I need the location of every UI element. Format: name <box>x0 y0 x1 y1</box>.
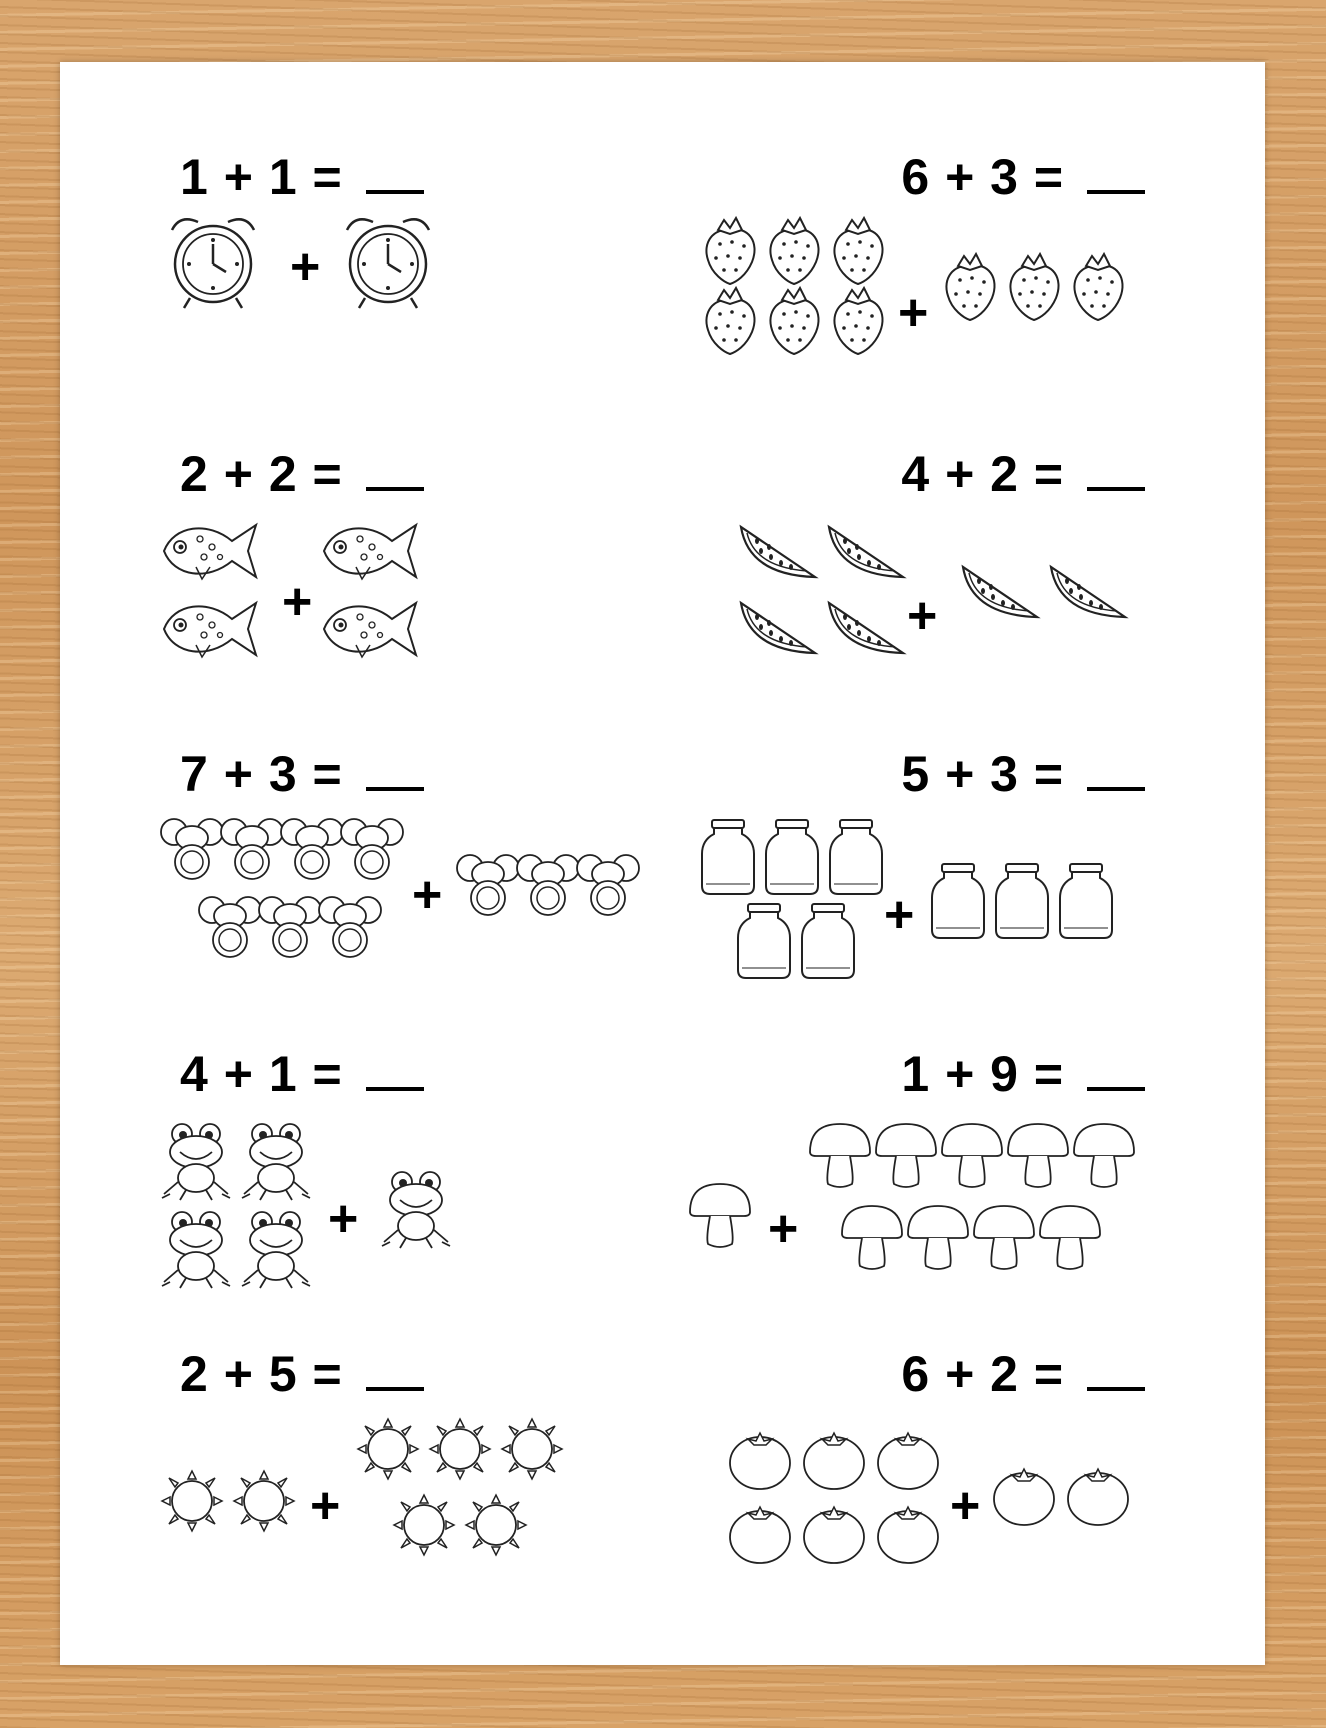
strawberry-icon <box>706 218 754 284</box>
equation-5 <box>180 746 424 802</box>
tomato-icon <box>1068 1469 1128 1525</box>
sun-icon <box>394 1495 454 1555</box>
worksheet-sheet <box>60 62 1265 1665</box>
strawberry-icon <box>946 254 994 320</box>
plus-operator: + <box>945 1346 976 1402</box>
strawberry-icon <box>770 288 818 354</box>
equals-sign: = <box>1033 149 1065 205</box>
jar-icon <box>830 820 882 894</box>
plus-operator: + <box>945 446 976 502</box>
plus-operator: + <box>945 1046 976 1102</box>
frog-icon <box>162 1124 230 1200</box>
fish-icon <box>324 525 416 579</box>
tomato-icon <box>878 1433 938 1489</box>
strawberry-icon <box>1074 254 1122 320</box>
pacifier-icon <box>199 897 261 957</box>
equation-1 <box>180 149 424 205</box>
picture-1 <box>160 212 460 322</box>
addend-b: 1 <box>268 1046 298 1102</box>
answer-blank[interactable] <box>366 1347 424 1391</box>
plus-operator: + <box>223 1346 254 1402</box>
addend-a: 1 <box>901 1046 931 1102</box>
equation-8 <box>901 1046 1145 1102</box>
mushroom-icon <box>690 1184 750 1247</box>
addend-b: 9 <box>990 1046 1019 1102</box>
addend-b: 2 <box>990 446 1019 502</box>
equals-sign: = <box>312 149 343 205</box>
frog-icon <box>382 1172 450 1248</box>
pacifier-icon <box>161 819 223 879</box>
addend-a: 4 <box>901 446 931 502</box>
tomato-icon <box>730 1433 790 1489</box>
picture-2 <box>700 214 1140 364</box>
sun-icon <box>162 1471 222 1531</box>
mushroom-icon <box>810 1124 870 1187</box>
plus-sign: + <box>768 1200 799 1258</box>
fish-icon <box>324 603 416 657</box>
plus-sign: + <box>412 866 443 924</box>
pacifier-icon <box>517 855 579 915</box>
answer-blank[interactable] <box>1087 1047 1145 1091</box>
equation-4 <box>901 446 1145 502</box>
equals-sign: = <box>312 446 343 502</box>
equation-7 <box>180 1046 424 1102</box>
equation-2 <box>901 149 1145 205</box>
addend-b: 3 <box>990 149 1019 205</box>
addend-b: 1 <box>268 149 298 205</box>
plus-sign: + <box>328 1190 359 1248</box>
plus-operator: + <box>223 746 254 802</box>
picture-6 <box>700 820 1150 1000</box>
strawberry-icon <box>706 288 754 354</box>
equals-sign: = <box>312 1046 343 1102</box>
jar-icon <box>738 904 790 978</box>
mushroom-icon <box>1040 1206 1100 1269</box>
equation-3 <box>180 446 424 502</box>
equals-sign: = <box>1033 746 1065 802</box>
pacifier-icon <box>259 897 321 957</box>
mushroom-icon <box>842 1206 902 1269</box>
equals-sign: = <box>1033 446 1065 502</box>
mushroom-icon <box>908 1206 968 1269</box>
picture-4 <box>735 517 1145 687</box>
mushroom-icon <box>974 1206 1034 1269</box>
sun-icon <box>358 1419 418 1479</box>
mushroom-icon <box>876 1124 936 1187</box>
addend-a: 7 <box>180 746 209 802</box>
sun-icon <box>234 1471 294 1531</box>
equals-sign: = <box>1033 1346 1065 1402</box>
strawberry-icon <box>834 218 882 284</box>
tomato-icon <box>804 1433 864 1489</box>
plus-sign: + <box>898 284 929 342</box>
jar-icon <box>766 820 818 894</box>
plus-sign: + <box>907 587 938 645</box>
addend-a: 5 <box>901 746 931 802</box>
strawberry-icon <box>1010 254 1058 320</box>
frog-icon <box>242 1212 310 1288</box>
tomato-icon <box>804 1507 864 1563</box>
equation-6 <box>901 746 1145 802</box>
plus-sign: + <box>282 573 313 631</box>
tomato-icon <box>730 1507 790 1563</box>
alarm-clock-icon <box>347 219 429 308</box>
watermelon-slice-icon <box>741 527 815 577</box>
plus-operator: + <box>223 446 254 502</box>
pacifier-icon <box>577 855 639 915</box>
pacifier-icon <box>221 819 283 879</box>
mushroom-icon <box>1074 1124 1134 1187</box>
jar-icon <box>802 904 854 978</box>
watermelon-slice-icon <box>829 603 903 653</box>
strawberry-icon <box>770 218 818 284</box>
plus-operator: + <box>945 746 976 802</box>
addend-b: 2 <box>990 1346 1019 1402</box>
answer-blank[interactable] <box>366 150 424 194</box>
addend-a: 1 <box>180 149 209 205</box>
pacifier-icon <box>457 855 519 915</box>
watermelon-slice-icon <box>741 603 815 653</box>
tomato-icon <box>994 1469 1054 1525</box>
addend-b: 5 <box>268 1346 298 1402</box>
jar-icon <box>702 820 754 894</box>
answer-blank[interactable] <box>366 447 424 491</box>
picture-7 <box>160 1122 540 1302</box>
watermelon-slice-icon <box>1051 567 1125 617</box>
tomato-icon <box>878 1507 938 1563</box>
plus-sign: + <box>290 238 321 296</box>
mushroom-icon <box>942 1124 1002 1187</box>
frog-icon <box>242 1124 310 1200</box>
answer-blank[interactable] <box>1087 747 1145 791</box>
mushroom-icon <box>1008 1124 1068 1187</box>
addend-a: 2 <box>180 446 209 502</box>
pacifier-icon <box>341 819 403 879</box>
equation-9 <box>180 1346 424 1402</box>
equals-sign: = <box>312 746 343 802</box>
picture-8 <box>688 1122 1158 1292</box>
fish-icon <box>164 525 256 579</box>
plus-operator: + <box>223 1046 254 1102</box>
sun-icon <box>430 1419 490 1479</box>
plus-operator: + <box>223 149 254 205</box>
pacifier-icon <box>281 819 343 879</box>
addend-a: 6 <box>901 149 931 205</box>
jar-icon <box>996 864 1048 938</box>
answer-blank[interactable] <box>1087 1347 1145 1391</box>
sun-icon <box>466 1495 526 1555</box>
plus-sign: + <box>950 1477 981 1535</box>
picture-10 <box>728 1427 1148 1597</box>
addend-b: 3 <box>990 746 1019 802</box>
addend-a: 6 <box>901 1346 931 1402</box>
strawberry-icon <box>834 288 882 354</box>
answer-blank[interactable] <box>366 1047 424 1091</box>
alarm-clock-icon <box>172 219 254 308</box>
equals-sign: = <box>1033 1046 1065 1102</box>
plus-operator: + <box>945 149 976 205</box>
addend-a: 2 <box>180 1346 209 1402</box>
answer-blank[interactable] <box>1087 150 1145 194</box>
watermelon-slice-icon <box>963 567 1037 617</box>
answer-blank[interactable] <box>366 747 424 791</box>
equals-sign: = <box>312 1346 343 1402</box>
jar-icon <box>932 864 984 938</box>
watermelon-slice-icon <box>829 527 903 577</box>
picture-9 <box>160 1417 660 1597</box>
fish-icon <box>164 603 256 657</box>
jar-icon <box>1060 864 1112 938</box>
addend-b: 3 <box>268 746 298 802</box>
plus-sign: + <box>310 1477 341 1535</box>
frog-icon <box>162 1212 230 1288</box>
addend-a: 4 <box>180 1046 209 1102</box>
answer-blank[interactable] <box>1087 447 1145 491</box>
picture-3 <box>160 517 510 677</box>
equation-10 <box>901 1346 1145 1402</box>
pacifier-icon <box>319 897 381 957</box>
sun-icon <box>502 1419 562 1479</box>
plus-sign: + <box>884 886 915 944</box>
picture-5 <box>160 814 640 994</box>
addend-b: 2 <box>268 446 298 502</box>
